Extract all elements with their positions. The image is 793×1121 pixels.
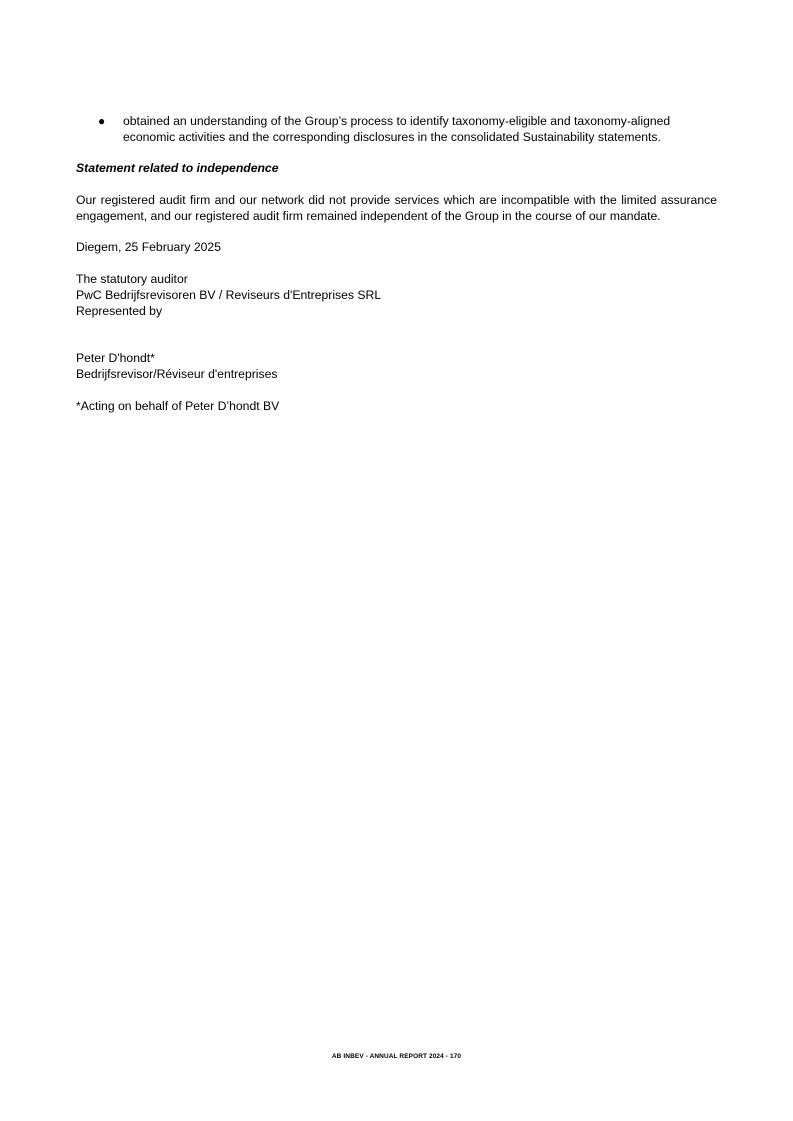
signature-line-represented: Represented by: [76, 304, 163, 318]
signature-line-auditor: The statutory auditor: [76, 272, 188, 286]
signatory-footnote: *Acting on behalf of Peter D’hondt BV: [76, 399, 280, 413]
signatory-title: Bedrijfsrevisor/Réviseur d'entreprises: [76, 367, 278, 381]
page-footer: AB INBEV - ANNUAL REPORT 2024 - 170: [331, 1053, 462, 1060]
section-heading: Statement related to independence: [76, 161, 279, 175]
bullet-text: obtained an understanding of the Group’s process to identify taxonomy-eligible and taxonomy-aligned economic activities and the corresponding disclosures in the consolidated Sustainability statements.: [123, 114, 671, 144]
signatory-name: Peter D'hondt*: [76, 351, 155, 365]
signature-line-firm: PwC Bedrijfsrevisoren BV / Reviseurs d'Entreprises SRL: [76, 288, 382, 302]
place-date: Diegem, 25 February 2025: [76, 240, 221, 254]
bullet-list-item: [76, 113, 717, 145]
independence-paragraph: Our registered audit firm and our network did not provide services which are incompatible with the limited assurance engagement, and our registered audit firm remained independent of the Group in the course of our mandate.: [76, 193, 717, 223]
report-page: [76, 0, 717, 1121]
bullet-icon: ●: [98, 114, 106, 128]
